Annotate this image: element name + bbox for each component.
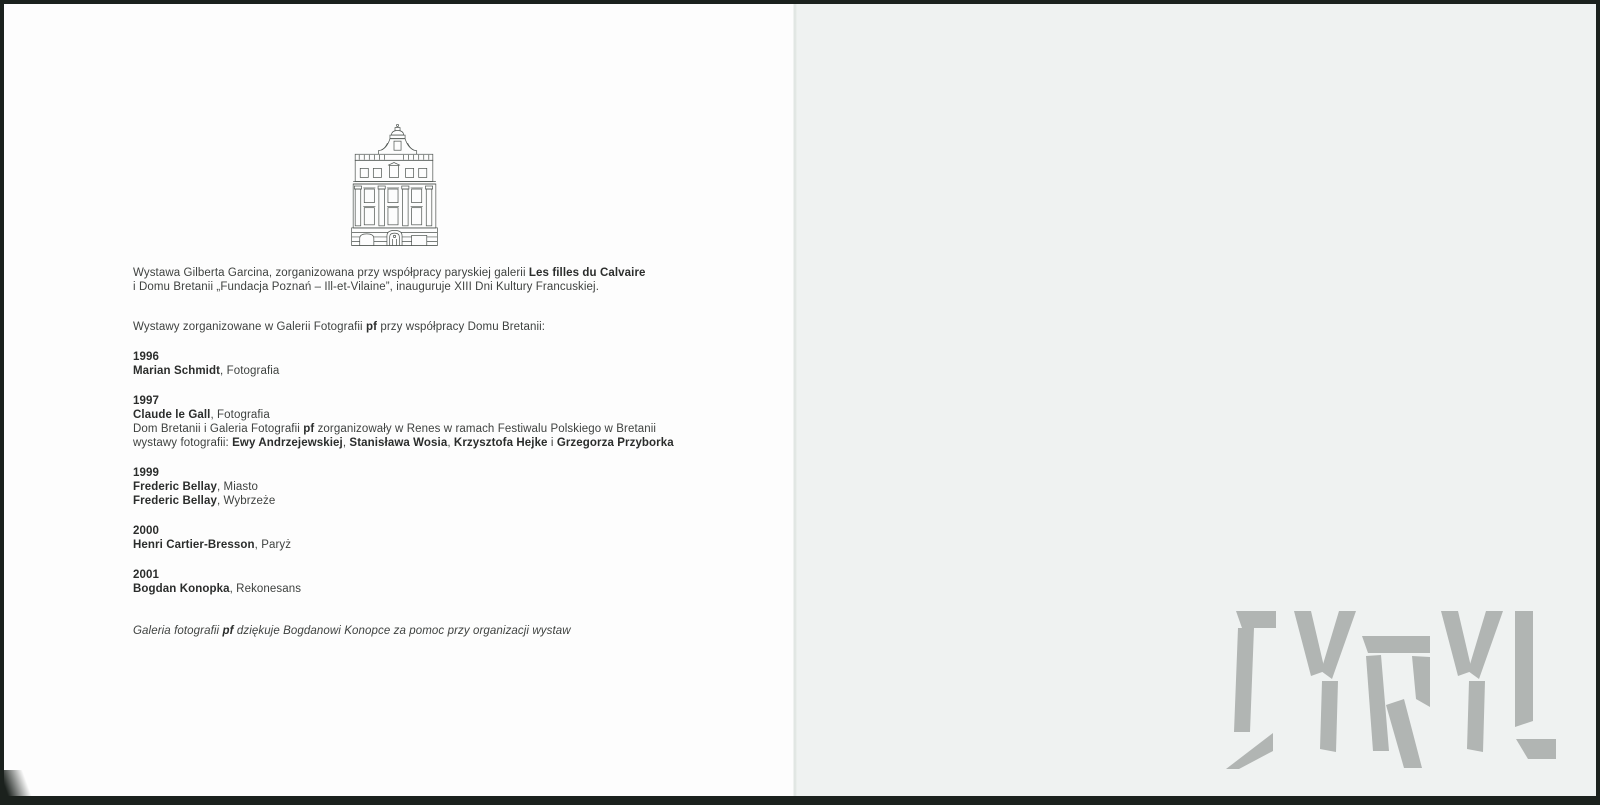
artist-name: Marian Schmidt (133, 365, 221, 377)
subhead-text: przy współpracy Domu Bretanii: (377, 321, 546, 333)
right-page (797, 4, 1596, 796)
exhibition-entry (133, 494, 663, 508)
artist-name: Frederic Bellay (133, 481, 217, 493)
artist-name: Krzysztofa Hejke (453, 437, 548, 449)
exhibition-note-line-1: Dom Bretanii i Galeria Fotografii pf zorganizowały w Renes w ramach Festiwalu Polskiego w Bretanii (133, 423, 657, 435)
artist-name: Claude le Gall (133, 409, 211, 421)
intro-line-2: i Domu Bretanii „Fundacja Poznań – Ill-et-Vilaine”, inauguruje XIII Dni Kultury Francuskiej. (133, 281, 600, 293)
pf-bold: pf (222, 625, 234, 637)
artist-name: Grzegorza Przyborka (556, 437, 674, 449)
acknowledgement-line: Galeria fotografii pf dziękuje Bogdanowi Konopce za pomoc przy organizacji wystaw (133, 625, 571, 637)
exhibition-title: , Fotografia (210, 409, 270, 421)
artist-name: Bogdan Konopka (133, 583, 230, 595)
building-line-drawing (347, 123, 441, 246)
exhibition-entry (133, 582, 663, 596)
exhibition-title: , Rekonesans (229, 583, 302, 595)
artist-name: Frederic Bellay (133, 495, 217, 507)
exhibition-note-line-2: wystawy fotografii: Ewy Andrzejewskiej, Stanisława Wosia, Krzysztofa Hejke i Grzegorza Przyborka (133, 437, 674, 449)
exhibition-title: , Paryż (254, 539, 292, 551)
intro-text: Wystawa Gilberta Garcina, zorganizowana przy współpracy paryskiej galerii (133, 267, 529, 279)
artist-name: Ewy Andrzejewskiej (232, 437, 343, 449)
subhead-text: Wystawy zorganizowane w Galerii Fotografii (133, 321, 367, 333)
pf-bold: pf (366, 321, 378, 333)
exhibition-entry (133, 408, 663, 422)
text-column (133, 266, 674, 638)
exhibition-block-2001 (133, 568, 663, 596)
year-label: 1999 (133, 467, 159, 479)
exhibition-block-2000 (133, 524, 663, 552)
artist-name: Stanisława Wosia (349, 437, 448, 449)
exhibition-block-1997 (133, 394, 674, 450)
cyryl-watermark-logo (1226, 610, 1558, 770)
year-label: 2001 (133, 569, 159, 581)
exhibition-block-1996 (133, 350, 663, 378)
exhibition-title: , Wybrzeże (216, 495, 276, 507)
year-label: 1997 (133, 395, 159, 407)
gallery-name-bold: Les filles du Calvaire (528, 267, 646, 279)
exhibitions-subhead (133, 320, 663, 334)
exhibition-block-1999 (133, 466, 663, 508)
exhibition-entry (133, 538, 663, 552)
exhibition-entry (133, 480, 663, 494)
intro-paragraph (133, 266, 663, 294)
left-page (4, 4, 794, 796)
exhibition-title: , Fotografia (220, 365, 280, 377)
intro-line-1 (133, 266, 663, 280)
year-label: 2000 (133, 525, 159, 537)
scan-corner-shadow (4, 770, 64, 796)
artist-name: Henri Cartier-Bresson (133, 539, 255, 551)
exhibition-title: , Miasto (216, 481, 259, 493)
exhibition-entry (133, 364, 663, 378)
pf-bold: pf (303, 423, 315, 435)
year-label: 1996 (133, 351, 159, 363)
